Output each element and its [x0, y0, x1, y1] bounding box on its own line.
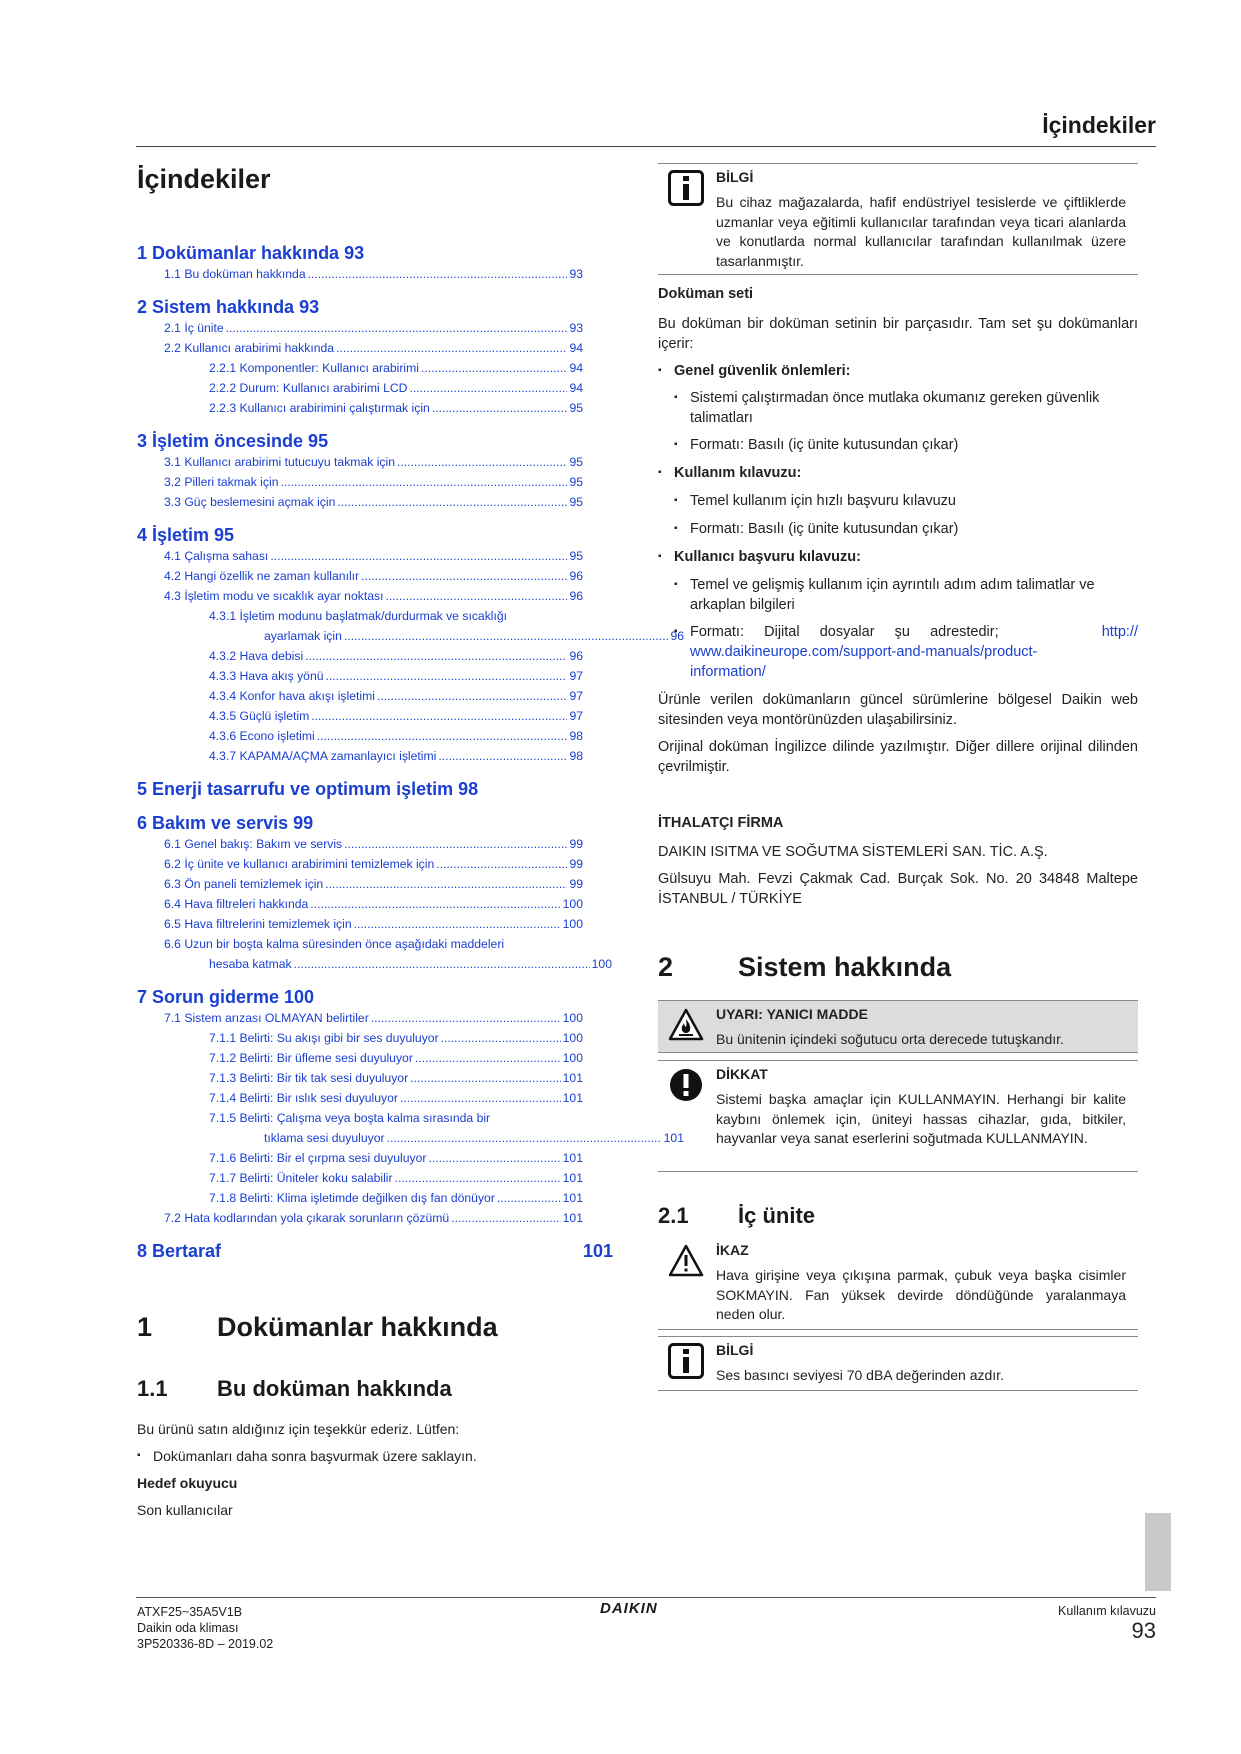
- toc-entry[interactable]: 7.1.6 Belirti: Bir el çırpma sesi duyuluyor ..... 101: [137, 1148, 583, 1168]
- docset-item: ▪ Temel kullanım için hızlı başvuru kılavuzu: [690, 491, 956, 511]
- docset-heading: Doküman seti: [658, 286, 754, 302]
- toc-entry[interactable]: 6.4 Hava filtreleri hakkında ..... 100: [137, 894, 583, 914]
- toc-entry[interactable]: 7.1.2 Belirti: Bir üfleme sesi duyuluyor ..... 100: [137, 1048, 583, 1068]
- toc-entry[interactable]: 7.1.5 Belirti: Çalışma veya boşta kalma sırasında bir tıklama sesi duyuluyor ..... 101: [137, 1108, 613, 1148]
- manual-link[interactable]: www.daikineurope.com/support-and-manuals/product-: [690, 644, 1038, 660]
- toc-entry[interactable]: 4.2 Hangi özellik ne zaman kullanılır ..... 96: [137, 566, 583, 586]
- daikin-logo: DAIKIN: [600, 1600, 658, 1617]
- toc-entry[interactable]: 4.3.7 KAPAMA/AÇMA zamanlayıcı işletimi ..... 98: [137, 746, 583, 766]
- toc-chapter-3[interactable]: 3 İşletim öncesinde 95: [137, 431, 329, 451]
- toc-entry[interactable]: 4.3.4 Konfor hava akışı işletimi ..... 97: [137, 686, 583, 706]
- warning-title: UYARI: YANICI MADDE: [716, 1006, 868, 1022]
- toc-entry[interactable]: 4.3.6 Econo işletimi ..... 98: [137, 726, 583, 746]
- toc-entry[interactable]: 4.1 Çalışma sahası ..... 95: [137, 546, 583, 566]
- warning-triangle-icon: [668, 1243, 704, 1279]
- footer-doc: 3P520336-8D – 2019.02: [137, 1637, 274, 1651]
- docset-item: ▪ Sistemi çalıştırmadan önce mutlaka okumanız gereken güvenlik talimatları: [690, 388, 1138, 428]
- caution-title: DİKKAT: [716, 1066, 768, 1082]
- toc-chapter-5[interactable]: 5 Enerji tasarrufu ve optimum işletim 98: [137, 779, 479, 799]
- section-2-1-heading: 2.1 İç ünite: [658, 1203, 816, 1228]
- caution-notice: [658, 1060, 1138, 1172]
- toc-entry[interactable]: 7.1.7 Belirti: Üniteler koku salabilir ..... 101: [137, 1168, 583, 1188]
- ikaz-title: İKAZ: [716, 1242, 749, 1258]
- caution-body: Sistemi başka amaçlar için KULLANMAYIN. Herhangi bir kalite kaybını önlemek için, üniteyi hassas cihazlar, gıda, bitkiler, hayvanlar veya sanat eserlerini soğutmada KULLANMAYIN.: [716, 1091, 1126, 1146]
- running-header: İçindekiler: [1042, 112, 1156, 138]
- footer-manual: Kullanım kılavuzu: [1058, 1604, 1156, 1618]
- toc-entry[interactable]: 7.2 Hata kodlarından yola çıkarak sorunların çözümü ..... 101: [137, 1208, 583, 1228]
- manual-link[interactable]: http://: [1101, 624, 1138, 640]
- toc-chapter-4[interactable]: 4 İşletim 95: [137, 525, 235, 545]
- toc-entry[interactable]: 6.5 Hava filtrelerini temizlemek için ..... 100: [137, 914, 583, 934]
- toc-entry[interactable]: 2.1 İç ünite ..... 93: [137, 318, 583, 338]
- footer-rule: [136, 1597, 1156, 1598]
- target-reader-heading: Hedef okuyucu: [137, 1475, 238, 1491]
- toc-entry[interactable]: 4.3.1 İşletim modunu başlatmak/durdurmak ve sıcaklığı ayarlamak için ..... 96: [137, 606, 613, 646]
- toc-chapter-7[interactable]: 7 Sorun giderme 100: [137, 987, 315, 1007]
- footer-product: Daikin oda kliması: [137, 1621, 239, 1635]
- toc-entry[interactable]: 7.1.3 Belirti: Bir tik tak sesi duyuluyor ..... 101: [137, 1068, 583, 1088]
- importer-address: Gülsuyu Mah. Fevzi Çakmak Cad. Burçak Sok. No. 20 34848 Maltepe İSTANBUL / TÜRKİYE: [658, 871, 1138, 907]
- toc-entry[interactable]: 3.3 Güç beslemesini açmak için ..... 95: [137, 492, 583, 512]
- docset-item: ▪ Temel ve gelişmiş kullanım için ayrıntılı adım adım talimatlar ve arkaplan bilgileri: [690, 575, 1138, 615]
- toc-title: İçindekiler: [137, 164, 271, 194]
- info-body: Ses basıncı seviyesi 70 dBA değerinden azdır.: [716, 1367, 1004, 1383]
- section-2-heading: 2 Sistem hakkında: [658, 952, 952, 982]
- table-of-contents: [137, 242, 684, 1262]
- section-1-bullet: ▪ Dokümanları daha sonra başvurmak üzere saklayın.: [137, 1448, 477, 1464]
- importer-company: DAIKIN ISITMA VE SOĞUTMA SİSTEMLERİ SAN. TİC. A.Ş.: [658, 844, 1048, 860]
- caution-icon: [668, 1067, 704, 1103]
- manual-link[interactable]: information/: [690, 664, 766, 680]
- flammable-warning-icon: [668, 1007, 704, 1043]
- ikaz-notice: [658, 1237, 1138, 1330]
- warning-body: Bu ünitenin içindeki soğutucu orta derecede tutuşkandır.: [716, 1031, 1064, 1047]
- toc-entry[interactable]: 3.1 Kullanıcı arabirimi tutucuyu takmak için ..... 95: [137, 452, 583, 472]
- toc-chapter-2[interactable]: 2 Sistem hakkında 93: [137, 297, 320, 317]
- info-title: BİLGİ: [716, 1342, 754, 1358]
- toc-entry[interactable]: 6.1 Genel bakış: Bakım ve servis ..... 99: [137, 834, 583, 854]
- toc-entry[interactable]: 2.2.3 Kullanıcı arabirimini çalıştırmak için ..... 95: [137, 398, 583, 418]
- importer-heading: İTHALATÇI FİRMA: [658, 815, 784, 831]
- docset-paragraph: Orijinal doküman İngilizce dilinde yazılmıştır. Diğer dillere orijinal dilinden çevrilmiştir.: [658, 739, 1138, 775]
- info-notice-2: [658, 1336, 1138, 1391]
- toc-entry[interactable]: 7.1 Sistem arızası OLMAYAN belirtiler ..... 100: [137, 1008, 583, 1028]
- info-title: BİLGİ: [716, 169, 754, 185]
- toc-entry[interactable]: 6.2 İç ünite ve kullanıcı arabirimini temizlemek için ..... 99: [137, 854, 583, 874]
- docset-group-1: ▪ Genel güvenlik önlemleri:: [674, 361, 850, 381]
- info-notice: [658, 163, 1138, 275]
- ikaz-body: Hava girişine veya çıkışına parmak, çubuk veya başka cisimler SOKMAYIN. Fan yüksek devirde döndüğünde yaralanmaya neden olur.: [716, 1267, 1126, 1322]
- footer-model-info: [137, 1604, 273, 1652]
- header-rule: [136, 146, 1156, 147]
- toc-entry[interactable]: 2.2 Kullanıcı arabirimi hakkında ..... 94: [137, 338, 583, 358]
- toc-chapter-8[interactable]: 8 Bertaraf 101: [137, 1241, 613, 1261]
- info-body: Bu cihaz mağazalarda, hafif endüstriyel tesislerde ve çiftliklerde uzmanlar veya eğitimli kullanıcılar tarafından veya ticari alanlarda ve konutlarda normal kullanıcılar tarafından kullanılmak üzere tasarlanmıştır.: [716, 194, 1126, 269]
- toc-entry[interactable]: 3.2 Pilleri takmak için ..... 95: [137, 472, 583, 492]
- warning-notice: [658, 1000, 1138, 1053]
- target-reader-text: Son kullanıcılar: [137, 1502, 233, 1518]
- toc-entry[interactable]: 4.3.3 Hava akış yönü ..... 97: [137, 666, 583, 686]
- docset-intro: Bu doküman bir doküman setinin bir parçasıdır. Tam set şu dokümanları içerir:: [658, 316, 1138, 352]
- docset-group-2: ▪ Kullanım kılavuzu:: [674, 463, 801, 483]
- toc-entry[interactable]: 6.3 Ön paneli temizlemek için ..... 99: [137, 874, 583, 894]
- page-number: 93: [1131, 1618, 1156, 1643]
- docset-item: ▪ Formatı: Basılı (iç ünite kutusundan çıkar): [690, 519, 958, 539]
- docset-item-url: ▪ Formatı: Dijital dosyalar şu adrestedir; http:// www.daikineurope.com/support-and-manuals/product- information/: [690, 622, 1138, 682]
- section-1-1-heading: 1.1 Bu doküman hakkında: [137, 1376, 452, 1401]
- toc-entry[interactable]: 4.3 İşletim modu ve sıcaklık ayar noktası ..... 96: [137, 586, 583, 606]
- toc-entry[interactable]: 7.1.4 Belirti: Bir ıslık sesi duyuluyor ..... 101: [137, 1088, 583, 1108]
- toc-chapter-1[interactable]: 1 Dokümanlar hakkında 93: [137, 243, 365, 263]
- info-icon: [668, 1343, 704, 1379]
- docset-paragraph: Ürünle verilen dokümanların güncel sürümlerine bölgesel Daikin web sitesinden veya montörünüzden ulaşabilirsiniz.: [658, 692, 1138, 728]
- chapter-tab: [1145, 1513, 1171, 1591]
- toc-entry[interactable]: 7.1.1 Belirti: Su akışı gibi bir ses duyuluyor ..... 100: [137, 1028, 583, 1048]
- footer-model: ATXF25~35A5V1B: [137, 1605, 243, 1619]
- section-1-intro: Bu ürünü satın aldığınız için teşekkür ederiz. Lütfen:: [137, 1421, 460, 1437]
- toc-entry[interactable]: 1.1 Bu doküman hakkında ..... 93: [137, 264, 583, 284]
- docset-group-3: ▪ Kullanıcı başvuru kılavuzu:: [674, 547, 861, 567]
- toc-entry[interactable]: 7.1.8 Belirti: Klima işletimde değilken dış fan dönüyor ..... 101: [137, 1188, 583, 1208]
- toc-entry[interactable]: 2.2.2 Durum: Kullanıcı arabirimi LCD ..... 94: [137, 378, 583, 398]
- section-1-heading: 1 Dokümanlar hakkında: [137, 1312, 498, 1342]
- toc-chapter-6[interactable]: 6 Bakım ve servis 99: [137, 813, 314, 833]
- docset-item: ▪ Formatı: Basılı (iç ünite kutusundan çıkar): [690, 435, 958, 455]
- toc-entry[interactable]: 2.2.1 Komponentler: Kullanıcı arabirimi ..... 94: [137, 358, 583, 378]
- info-icon: [668, 170, 704, 206]
- toc-entry[interactable]: 4.3.2 Hava debisi ..... 96: [137, 646, 583, 666]
- toc-entry[interactable]: 4.3.5 Güçlü işletim ..... 97: [137, 706, 583, 726]
- toc-entry[interactable]: 6.6 Uzun bir boşta kalma süresinden önce aşağıdaki maddeleri hesaba katmak ..... 100: [137, 934, 613, 974]
